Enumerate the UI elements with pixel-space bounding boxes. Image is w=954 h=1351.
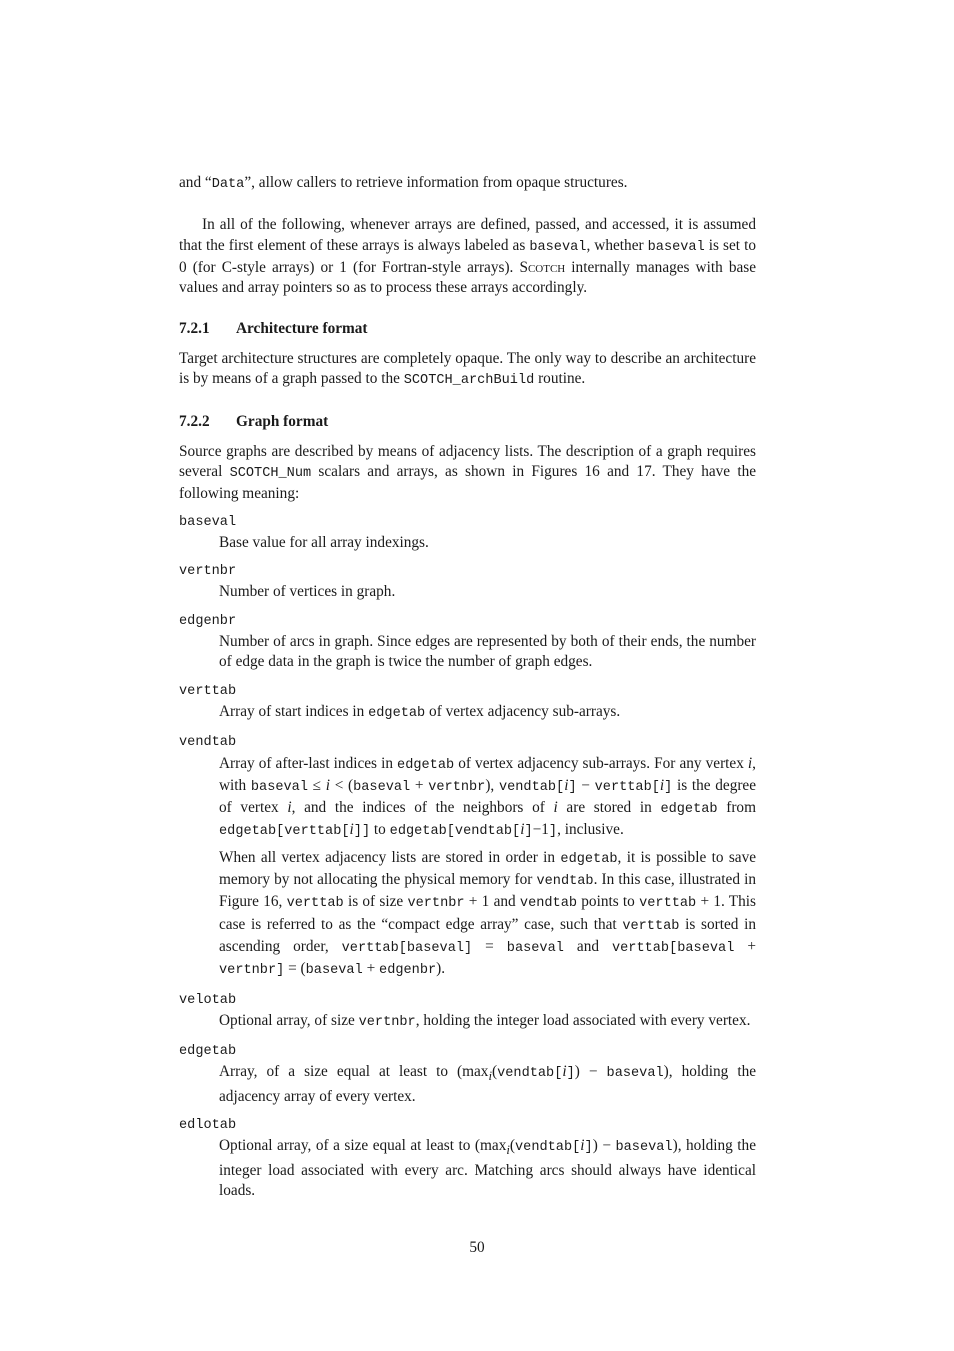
graph-format-paragraph: Source graphs are described by means of adjacency lists. The description of a graph requires several SCOTCH_Num scalars and arrays, as shown in Figures 16 and 17. They have the following meaning: [179,442,757,503]
desc-verttab: Array of start indices in edgetab of vertex adjacency sub-arrays. [219,702,621,721]
term-velotab: velotab [179,992,237,1008]
architecture-format-paragraph: Target architecture structures are completely opaque. The only way to describe an architecture is by means of a graph passed to the SCOTCH_archBuild routine. [179,349,756,389]
intro-paragraph: and “Data”, allow callers to retrieve information from opaque structures. [179,174,628,192]
term-vendtab: vendtab [179,735,237,751]
inline-code: Data [211,177,245,192]
page-number: 50 [469,1239,485,1256]
desc-vertnbr: Number of vertices in graph. [219,583,396,601]
scotch-name: Scotch [519,258,566,276]
desc-vendtab-2: When all vertex adjacency lists are stored in order in edgetab, it is possible to save memory by not allocating the physical memory for vendtab. In this case, illustrated in Figure 16, verttab is of size vertnbr + 1 and vendtab points to verttab + 1. This case is referred to as the “compact edge array” case, such that verttab is sorted in ascending order, verttab[baseval] = baseval and verttab[baseval + vertnbr] = (baseval + edgenbr). [219,848,757,979]
desc-edlotab: Optional array, of a size equal at least to ($\max_i(vendtab[i])$ − baseval), holding the integer load associated with every arc. Matching arcs should always have identical loads. [219,1137,756,1199]
desc-velotab: Optional array, of size vertnbr, holding the integer load associated with every vertex. [219,1011,751,1030]
term-baseval: baseval [179,514,237,530]
desc-edgenbr: Number of arcs in graph. Since edges are represented by both of their ends, the number of edge data in the graph is twice the number of graph edges. [219,633,756,671]
document-page [179,173,756,1201]
term-edlotab: edlotab [179,1118,237,1134]
section-heading-graph-format: 7.2.2 Graph format [179,413,329,431]
term-edgetab: edgetab [179,1044,237,1060]
section-heading-architecture-format: 7.2.1 Architecture format [179,320,368,338]
term-edgenbr: edgenbr [179,613,237,629]
term-verttab: verttab [179,683,237,699]
desc-edgetab: Array, of a size equal at least to ($\max_i(vendtab[i])$ − baseval), holding the adjacency array of every vertex. [219,1063,757,1105]
baseval-paragraph: In all of the following, whenever arrays are defined, passed, and accessed, it is assumed that the first element of these arrays is always labeled as baseval, whether baseval is set to 0 (for C-style arrays) or 1 (for Fortran-style arrays). Scotch internally manages with base values and array pointers so as to process these arrays accordingly. [179,216,756,297]
desc-baseval: Base value for all array indexings. [219,533,429,551]
desc-vendtab-1: Array of after-last indices in edgetab of vertex adjacency sub-arrays. For any vertex i, with baseval ≤ i < (baseval + vertnbr), vendtab[i] − verttab[i] is the degree of vertex i, and the indices of the neighbors of i are stored in edgetab from edgetab[verttab[i]] to edgetab[vendtab[i]−1], inclusive. [219,754,757,840]
term-vertnbr: vertnbr [179,564,237,580]
